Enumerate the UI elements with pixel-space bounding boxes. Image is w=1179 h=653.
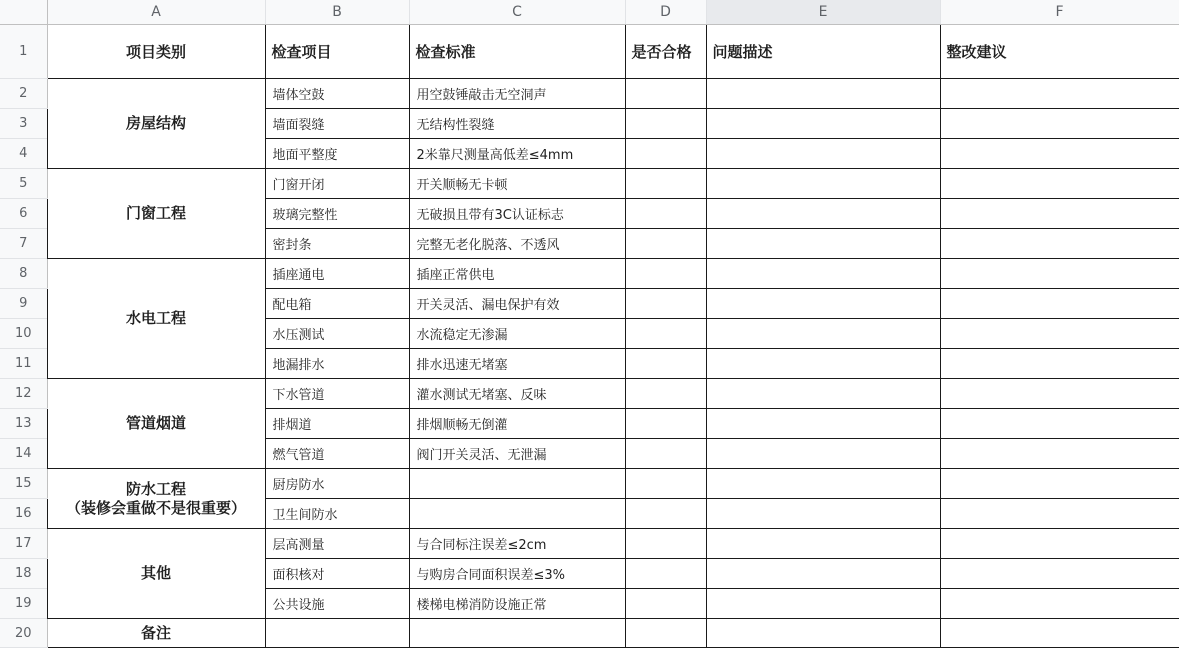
item-cell[interactable]: 厨房防水 [265, 469, 409, 499]
item-cell[interactable]: 下水管道 [265, 379, 409, 409]
suggestion-cell[interactable] [940, 169, 1179, 199]
item-cell[interactable]: 卫生间防水 [265, 499, 409, 529]
issue-cell[interactable] [706, 259, 940, 289]
item-cell[interactable]: 墙面裂缝 [265, 109, 409, 139]
item-cell[interactable]: 插座通电 [265, 259, 409, 289]
header-pass-cell[interactable]: 是否合格 [625, 25, 706, 79]
suggestion-cell[interactable] [940, 439, 1179, 469]
row-header[interactable]: 13 [0, 409, 47, 439]
row-header[interactable]: 4 [0, 139, 47, 169]
item-cell[interactable]: 燃气管道 [265, 439, 409, 469]
suggestion-cell[interactable] [940, 349, 1179, 379]
pass-cell[interactable] [625, 319, 706, 349]
issue-cell[interactable] [706, 409, 940, 439]
item-cell[interactable]: 墙体空鼓 [265, 79, 409, 109]
standard-cell[interactable]: 楼梯电梯消防设施正常 [409, 589, 625, 619]
issue-cell[interactable] [706, 499, 940, 529]
category-cell-structure[interactable]: 房屋结构 [47, 79, 265, 169]
issue-cell[interactable] [706, 199, 940, 229]
table-row [0, 25, 1179, 79]
suggestion-cell[interactable] [940, 499, 1179, 529]
issue-cell[interactable] [706, 379, 940, 409]
suggestion-cell[interactable] [940, 79, 1179, 109]
suggestion-cell[interactable] [940, 559, 1179, 589]
standard-cell[interactable]: 与合同标注误差≤2cm [409, 529, 625, 559]
row-header[interactable]: 6 [0, 199, 47, 229]
row-header[interactable]: 20 [0, 619, 47, 648]
standard-cell[interactable] [409, 499, 625, 529]
row-header[interactable]: 12 [0, 379, 47, 409]
item-cell[interactable]: 面积核对 [265, 559, 409, 589]
pass-cell[interactable] [625, 379, 706, 409]
select-all-corner[interactable] [0, 0, 47, 25]
header-item-cell[interactable]: 检查项目 [265, 25, 409, 79]
issue-cell[interactable] [706, 139, 940, 169]
header-category-cell[interactable]: 项目类别 [47, 25, 265, 79]
pass-cell[interactable] [625, 409, 706, 439]
pass-cell[interactable] [625, 79, 706, 109]
issue-cell[interactable] [706, 439, 940, 469]
standard-cell[interactable]: 灌水测试无堵塞、反味 [409, 379, 625, 409]
pass-cell[interactable] [625, 289, 706, 319]
row-header[interactable]: 11 [0, 349, 47, 379]
pass-cell[interactable] [625, 199, 706, 229]
row-header[interactable]: 7 [0, 229, 47, 259]
pass-cell[interactable] [625, 169, 706, 199]
table-row [0, 529, 1179, 559]
standard-cell[interactable]: 无破损且带有3C认证标志 [409, 199, 625, 229]
row-header[interactable]: 9 [0, 289, 47, 319]
row-header[interactable]: 1 [0, 25, 47, 79]
issue-cell[interactable] [706, 349, 940, 379]
row-header[interactable]: 5 [0, 169, 47, 199]
issue-cell[interactable] [706, 619, 940, 648]
row-header[interactable]: 18 [0, 559, 47, 589]
item-cell[interactable]: 地面平整度 [265, 139, 409, 169]
column-header-row [0, 0, 1179, 25]
header-standard-cell[interactable]: 检查标准 [409, 25, 625, 79]
column-header-b[interactable]: B [265, 0, 409, 25]
standard-cell[interactable]: 与购房合同面积误差≤3% [409, 559, 625, 589]
issue-cell[interactable] [706, 529, 940, 559]
item-cell[interactable]: 玻璃完整性 [265, 199, 409, 229]
pass-cell[interactable] [625, 439, 706, 469]
pass-cell[interactable] [625, 499, 706, 529]
column-header-e[interactable]: E [706, 0, 940, 25]
category-cell-pipes[interactable]: 管道烟道 [47, 379, 265, 469]
table-row [0, 259, 1179, 289]
column-header-d[interactable]: D [625, 0, 706, 25]
column-header-a[interactable]: A [47, 0, 265, 25]
suggestion-cell[interactable] [940, 529, 1179, 559]
pass-cell[interactable] [625, 139, 706, 169]
standard-cell[interactable]: 无结构性裂缝 [409, 109, 625, 139]
table-row [0, 469, 1179, 499]
standard-cell[interactable] [409, 469, 625, 499]
suggestion-cell[interactable] [940, 379, 1179, 409]
suggestion-cell[interactable] [940, 619, 1179, 648]
category-cell-other[interactable]: 其他 [47, 529, 265, 619]
item-cell[interactable]: 地漏排水 [265, 349, 409, 379]
standard-cell[interactable]: 完整无老化脱落、不透风 [409, 229, 625, 259]
row-header[interactable]: 2 [0, 79, 47, 109]
issue-cell[interactable] [706, 589, 940, 619]
category-waterproof-note: （装修会重做不是很重要） [65, 498, 246, 517]
suggestion-cell[interactable] [940, 139, 1179, 169]
standard-cell[interactable]: 插座正常供电 [409, 259, 625, 289]
pass-cell[interactable] [625, 619, 706, 648]
suggestion-cell[interactable] [940, 319, 1179, 349]
item-cell[interactable]: 配电箱 [265, 289, 409, 319]
suggestion-cell[interactable] [940, 289, 1179, 319]
standard-cell[interactable]: 用空鼓锤敲击无空洞声 [409, 79, 625, 109]
suggestion-cell[interactable] [940, 259, 1179, 289]
category-cell-waterproof[interactable] [47, 469, 265, 529]
pass-cell[interactable] [625, 559, 706, 589]
table-row [0, 169, 1179, 199]
pass-cell[interactable] [625, 589, 706, 619]
issue-cell[interactable] [706, 229, 940, 259]
row-header[interactable]: 17 [0, 529, 47, 559]
issue-cell[interactable] [706, 169, 940, 199]
item-cell[interactable] [265, 619, 409, 648]
standard-cell[interactable]: 排烟顺畅无倒灌 [409, 409, 625, 439]
table-row [0, 619, 1179, 648]
category-cell-notes[interactable]: 备注 [47, 619, 265, 648]
standard-cell[interactable] [409, 619, 625, 648]
row-header[interactable]: 3 [0, 109, 47, 139]
item-cell[interactable]: 密封条 [265, 229, 409, 259]
pass-cell[interactable] [625, 229, 706, 259]
category-cell-doors[interactable]: 门窗工程 [47, 169, 265, 259]
table-row [0, 379, 1179, 409]
standard-cell[interactable]: 阀门开关灵活、无泄漏 [409, 439, 625, 469]
suggestion-cell[interactable] [940, 199, 1179, 229]
issue-cell[interactable] [706, 79, 940, 109]
pass-cell[interactable] [625, 259, 706, 289]
item-cell[interactable]: 门窗开闭 [265, 169, 409, 199]
standard-cell[interactable]: 2米靠尺测量高低差≤4mm [409, 139, 625, 169]
suggestion-cell[interactable] [940, 589, 1179, 619]
pass-cell[interactable] [625, 529, 706, 559]
pass-cell[interactable] [625, 349, 706, 379]
item-cell[interactable]: 公共设施 [265, 589, 409, 619]
issue-cell[interactable] [706, 319, 940, 349]
pass-cell[interactable] [625, 469, 706, 499]
standard-cell[interactable]: 开关顺畅无卡顿 [409, 169, 625, 199]
row-header[interactable]: 14 [0, 439, 47, 469]
issue-cell[interactable] [706, 469, 940, 499]
row-header[interactable]: 19 [0, 589, 47, 619]
standard-cell[interactable]: 水流稳定无渗漏 [409, 319, 625, 349]
header-suggestion-cell[interactable]: 整改建议 [940, 25, 1179, 79]
item-cell[interactable]: 排烟道 [265, 409, 409, 439]
suggestion-cell[interactable] [940, 469, 1179, 499]
issue-cell[interactable] [706, 109, 940, 139]
table-row [0, 79, 1179, 109]
header-issue-cell[interactable]: 问题描述 [706, 25, 940, 79]
suggestion-cell[interactable] [940, 229, 1179, 259]
standard-cell[interactable]: 排水迅速无堵塞 [409, 349, 625, 379]
issue-cell[interactable] [706, 559, 940, 589]
suggestion-cell[interactable] [940, 409, 1179, 439]
item-cell[interactable]: 层高测量 [265, 529, 409, 559]
standard-cell[interactable]: 开关灵活、漏电保护有效 [409, 289, 625, 319]
row-header[interactable]: 15 [0, 469, 47, 499]
row-header[interactable]: 10 [0, 319, 47, 349]
category-waterproof-title: 防水工程 [125, 479, 186, 498]
column-header-c[interactable]: C [409, 0, 625, 25]
row-header[interactable]: 8 [0, 259, 47, 289]
item-cell[interactable]: 水压测试 [265, 319, 409, 349]
issue-cell[interactable] [706, 289, 940, 319]
column-header-f[interactable]: F [940, 0, 1179, 25]
category-cell-utilities[interactable]: 水电工程 [47, 259, 265, 379]
pass-cell[interactable] [625, 109, 706, 139]
row-header[interactable]: 16 [0, 499, 47, 529]
suggestion-cell[interactable] [940, 109, 1179, 139]
